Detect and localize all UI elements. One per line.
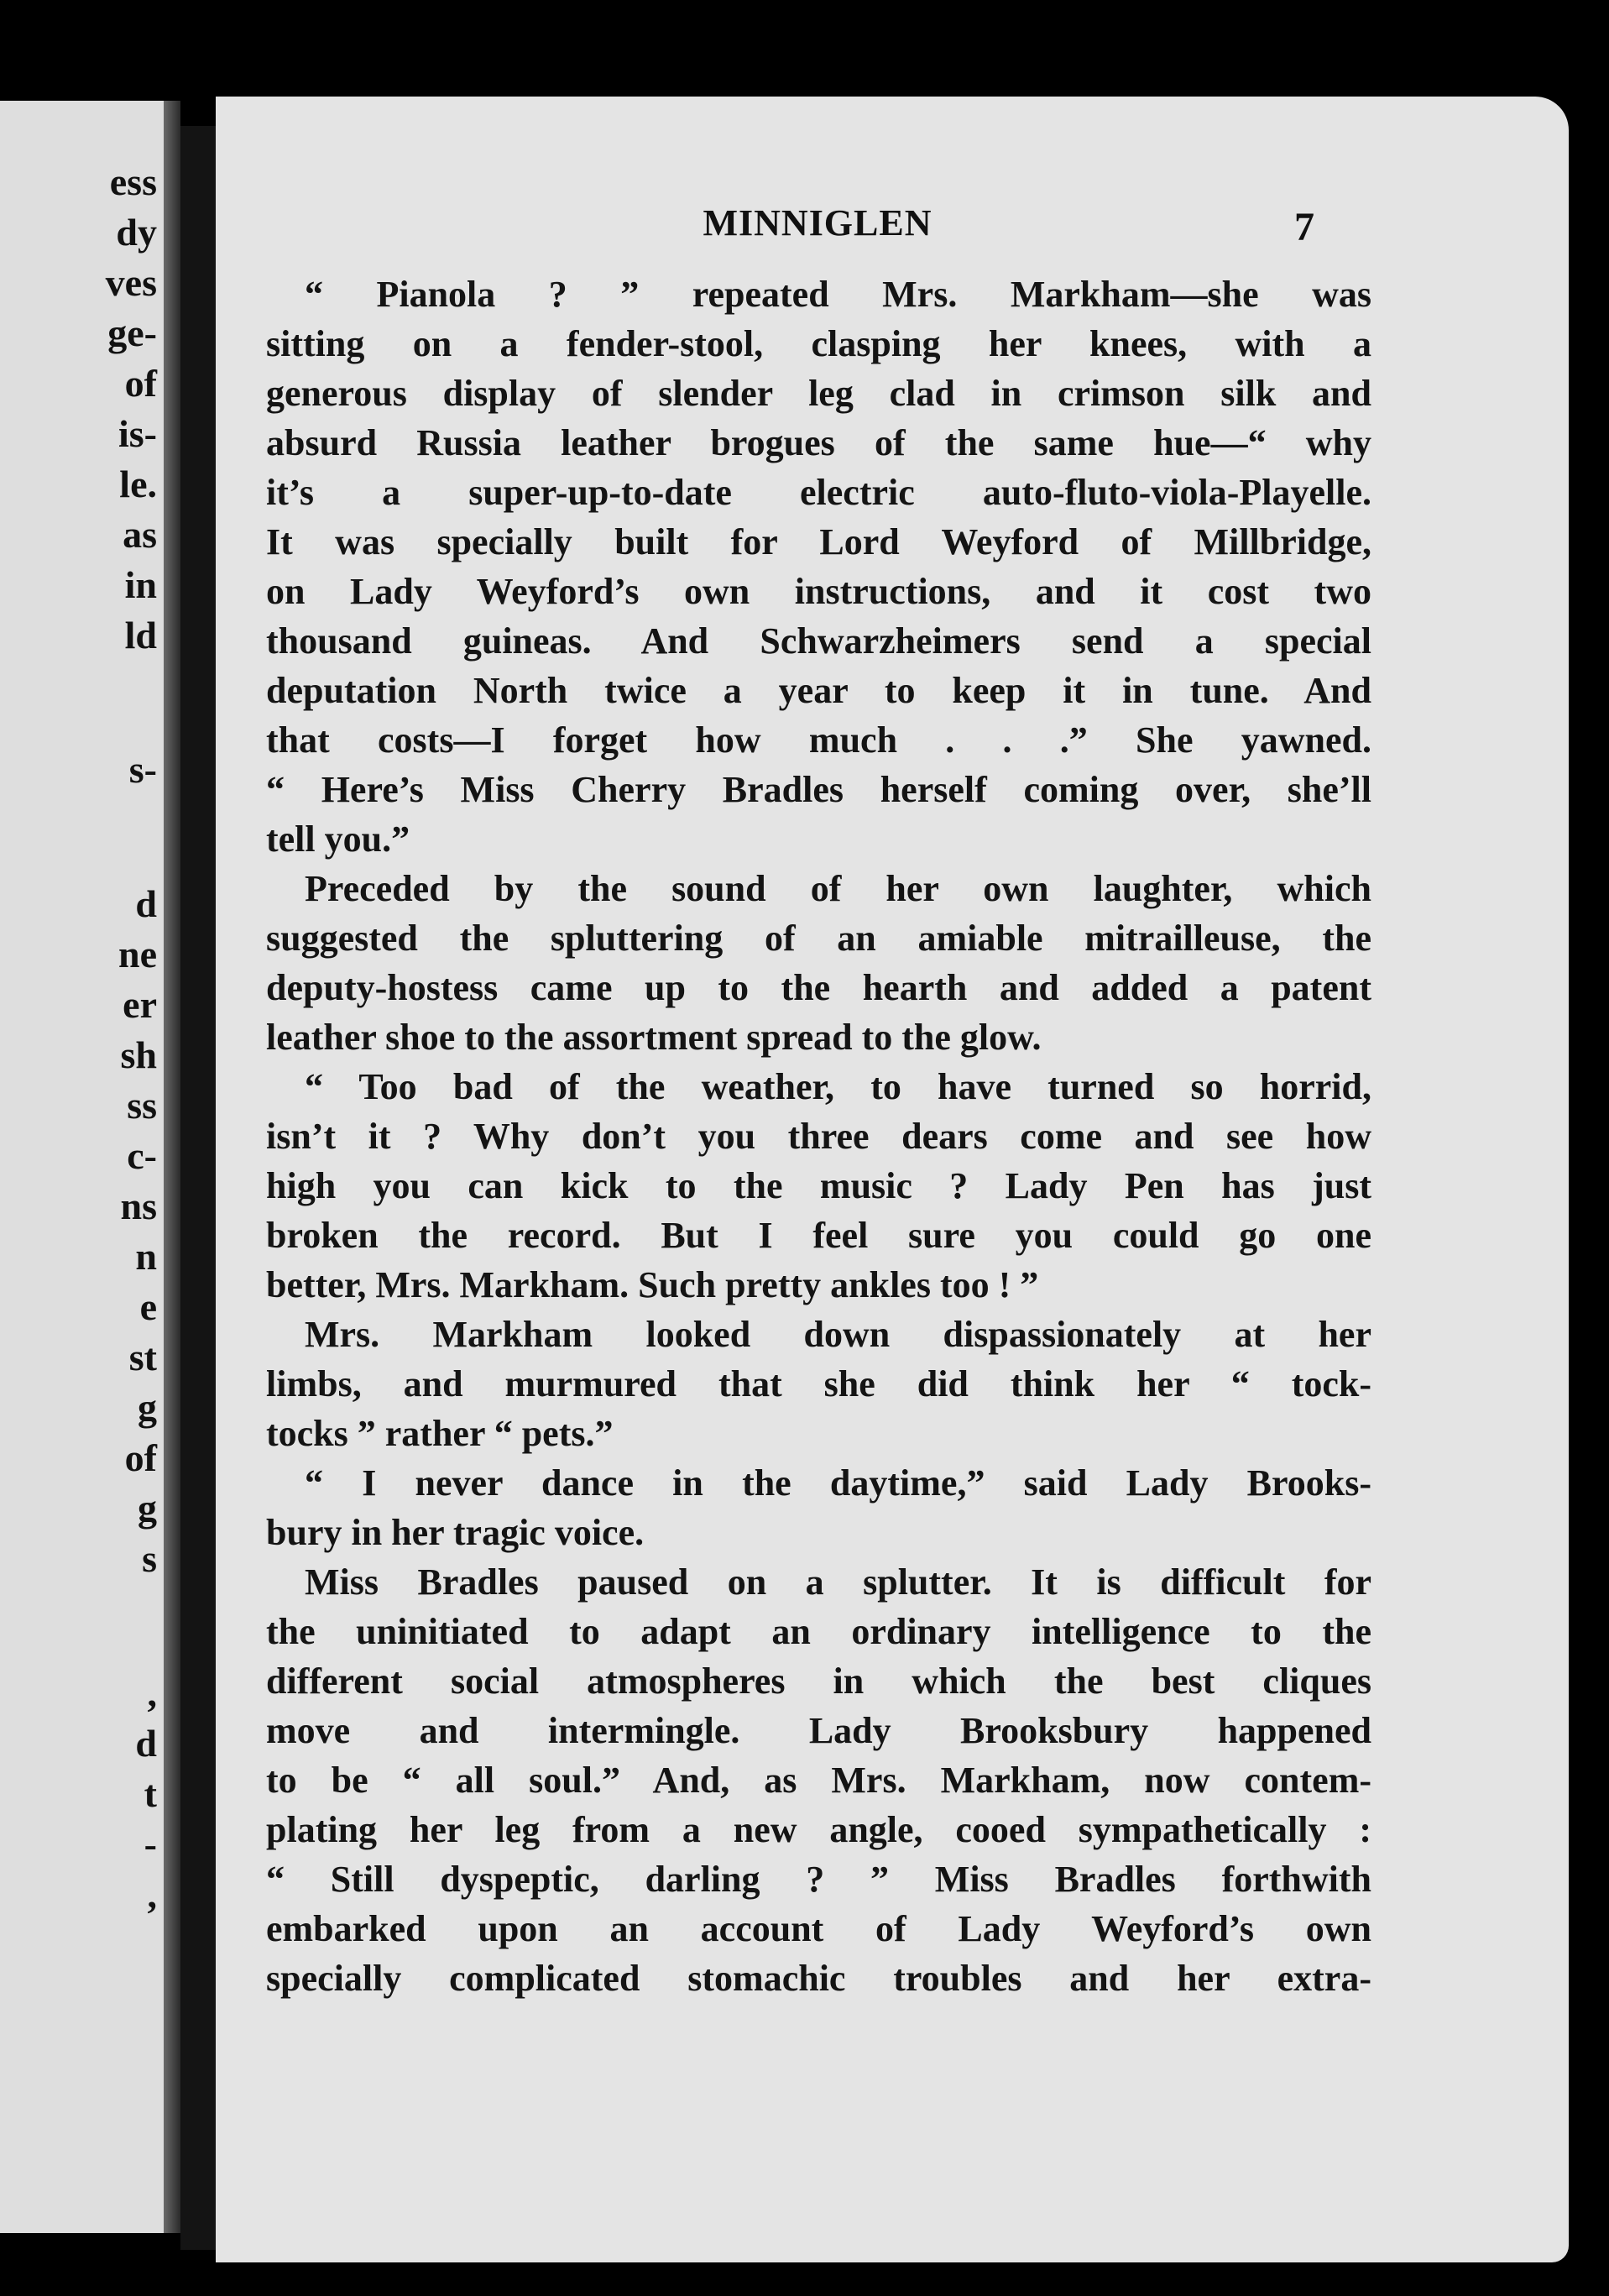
text-line: different social atmospheres in which the best cliques [266, 1661, 1371, 1702]
text-line: deputation North twice a year to keep it in tune. And [266, 670, 1371, 711]
text-line: move and intermingle. Lady Brooksbury happened [266, 1710, 1371, 1751]
left-page-fragment: dy [116, 211, 157, 254]
left-page-fragment: sh [120, 1033, 157, 1076]
text-line: deputy-hostess came up to the hearth and added a patent [266, 967, 1371, 1008]
text-line: on Lady Weyford’s own instructions, and it cost two [266, 571, 1371, 612]
text-line: suggested the spluttering of an amiable mitrailleuse, the [266, 918, 1371, 959]
text-line: It was specially built for Lord Weyford of Millbridge, [266, 521, 1371, 562]
left-page-fragment: s [142, 1537, 157, 1580]
page-number: 7 [1294, 205, 1314, 249]
text-line: “ Too bad of the weather, to have turned so horrid, [305, 1066, 1371, 1107]
text-line: embarked upon an account of Lady Weyford’s own [266, 1908, 1371, 1949]
left-page-fragment: g [138, 1386, 157, 1429]
text-line: the uninitiated to adapt an ordinary intelligence to the [266, 1611, 1371, 1652]
left-page-fragment: ns [120, 1185, 157, 1227]
text-line: that costs—I forget how much . . .” She yawned. [266, 719, 1371, 761]
left-page-fragment: , [147, 1873, 157, 1916]
text-line: “ Here’s Miss Cherry Bradles herself coming over, she’ll [266, 769, 1371, 810]
left-page-fragment: is- [118, 412, 157, 455]
book-gutter [164, 101, 180, 2233]
text-line: tell you.” [266, 819, 410, 860]
text-line: bury in her tragic voice. [266, 1512, 645, 1553]
left-page-fragment: ge- [107, 311, 157, 354]
left-page-fragment: er [123, 983, 157, 1026]
left-page-fragment: of [124, 1436, 157, 1479]
text-line: Mrs. Markham looked down dispassionately at her [305, 1314, 1371, 1355]
text-line: leather shoe to the assortment spread to the glow. [266, 1017, 1042, 1058]
text-line: isn’t it ? Why don’t you three dears come and see how [266, 1116, 1371, 1157]
text-line: better, Mrs. Markham. Such pretty ankles too ! ” [266, 1264, 1039, 1305]
left-page-fragment: ne [118, 933, 157, 975]
left-page-fragment: d [135, 1722, 157, 1765]
left-page-fragment: , [147, 1671, 157, 1714]
left-page-fragment: in [124, 563, 157, 606]
left-facing-page [0, 101, 164, 2233]
text-line: Miss Bradles paused on a splutter. It is difficult for [305, 1561, 1371, 1603]
left-page-fragment: as [123, 513, 157, 556]
text-line: it’s a super-up-to-date electric auto-fluto-viola-Playelle. [266, 472, 1371, 513]
left-page-fragment: ss [127, 1084, 157, 1127]
left-page-fragment: c- [127, 1134, 157, 1177]
text-line: “ Still dyspeptic, darling ? ” Miss Bradles forthwith [266, 1859, 1371, 1900]
text-line: tocks ” rather “ pets.” [266, 1413, 614, 1454]
left-page-fragment: le. [119, 463, 157, 505]
body-text [266, 269, 1371, 2003]
text-line: generous display of slender leg clad in crimson silk and [266, 373, 1371, 414]
text-line: limbs, and murmured that she did think her “ tock- [266, 1363, 1371, 1404]
left-page-fragment: s- [128, 748, 157, 791]
left-page-fragment: n [135, 1235, 157, 1278]
left-page-fragment: ld [124, 614, 157, 656]
text-line: absurd Russia leather brogues of the same hue—“ why [266, 422, 1371, 463]
text-line: “ Pianola ? ” repeated Mrs. Markham—she was [305, 274, 1371, 315]
text-line: thousand guineas. And Schwarzheimers send a special [266, 620, 1371, 662]
text-line: sitting on a fender-stool, clasping her knees, with a [266, 323, 1371, 364]
left-page-fragment: of [124, 362, 157, 405]
book-spine-shadow [180, 126, 216, 2250]
left-page-fragment: ess [109, 160, 157, 203]
book-page [216, 97, 1569, 2262]
text-line: broken the record. But I feel sure you could go one [266, 1215, 1371, 1256]
text-line: to be “ all soul.” And, as Mrs. Markham, now contem- [266, 1760, 1371, 1801]
left-page-fragment: d [135, 882, 157, 925]
left-page-fragment: ves [105, 261, 157, 304]
text-line: specially complicated stomachic troubles and her extra- [266, 1958, 1371, 1999]
text-line: high you can kick to the music ? Lady Pen has just [266, 1165, 1371, 1206]
left-page-fragment: e [139, 1285, 157, 1328]
left-page-fragment: - [144, 1823, 157, 1865]
left-page-fragment: g [138, 1487, 157, 1530]
left-page-fragment: t [144, 1772, 157, 1815]
running-head: MINNIGLEN [703, 202, 932, 243]
text-line: plating her leg from a new angle, cooed sympathetically : [266, 1809, 1371, 1850]
text-line: Preceded by the sound of her own laughter, which [305, 868, 1371, 909]
text-line: “ I never dance in the daytime,” said Lady Brooks- [305, 1462, 1371, 1504]
left-page-fragment: st [128, 1336, 157, 1378]
